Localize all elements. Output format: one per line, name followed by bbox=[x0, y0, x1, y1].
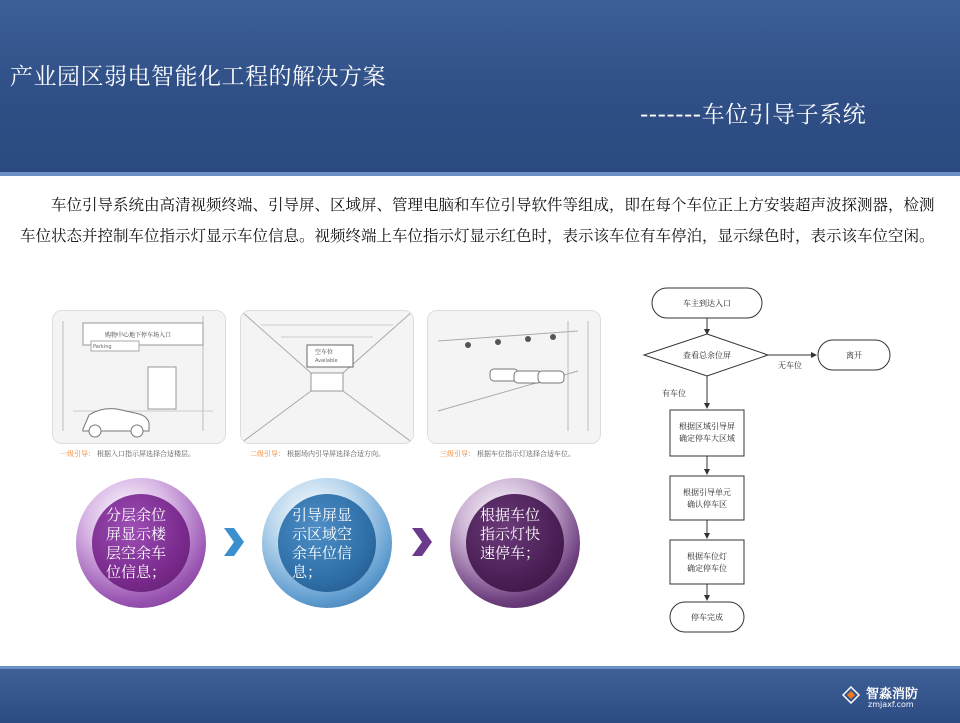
slide-subtitle: -------车位引导子系统 bbox=[640, 102, 867, 128]
intro-paragraph: 车位引导系统由高清视频终端、引导屏、区域屏、管理电脑和车位引导软件等组成，即在每个车位正上方安装超声波探测器，检测车位状态并控制车位指示灯显示车位信息。视频终端上车位指示灯显示红色时，表示该车位有车停泊，显示绿色时，表示该车位空闲。 bbox=[20, 196, 935, 245]
flow-decision-text: 查看总余位屏 bbox=[683, 351, 731, 360]
parking-flowchart bbox=[640, 284, 900, 638]
flow-step-2-line-2: 确认停车区 bbox=[687, 500, 727, 509]
flow-step-2-line-1: 根据引导单元 bbox=[683, 488, 731, 497]
slide-footer bbox=[0, 666, 960, 723]
caption-level-2 bbox=[250, 449, 385, 459]
caption-level-3-tag: 三级引导： bbox=[440, 450, 475, 458]
illustration-guide-screen bbox=[240, 310, 414, 444]
entrance-sign-text: 购物中心地下停车场入口 bbox=[105, 332, 172, 339]
step-circle-1 bbox=[76, 478, 206, 608]
flow-step-2-node bbox=[670, 476, 744, 520]
guide-sign-small: Available bbox=[315, 358, 338, 364]
flow-leave-text: 离开 bbox=[846, 351, 862, 360]
flow-no-label: 无车位 bbox=[778, 361, 802, 370]
illustration-entrance bbox=[52, 310, 226, 444]
caption-level-2-text: 根据场内引导屏选择合适方向。 bbox=[287, 450, 385, 458]
caption-level-1 bbox=[60, 449, 195, 459]
step-circle-3 bbox=[450, 478, 580, 608]
step-2-text: 引导屏显示区域空余车位信息； bbox=[278, 494, 376, 592]
flow-start-text: 车主到达入口 bbox=[683, 299, 731, 308]
caption-level-1-text: 根据入口指示屏选择合适楼层。 bbox=[97, 450, 195, 458]
caption-level-3 bbox=[440, 449, 575, 459]
slide-title: 产业园区弱电智能化工程的解决方案 bbox=[10, 64, 386, 90]
caption-level-1-tag: 一级引导： bbox=[60, 450, 95, 458]
flow-step-3-line-2: 确定停车位 bbox=[687, 564, 727, 573]
footer-logo-text: 智淼消防 bbox=[866, 687, 919, 702]
flow-end-text: 停车完成 bbox=[691, 613, 723, 622]
step-3-text: 根据车位指示灯快速停车； bbox=[466, 494, 564, 592]
flow-yes-label: 有车位 bbox=[662, 389, 686, 398]
footer-logo-url: zmjaxf.com bbox=[868, 700, 914, 709]
step-circle-2 bbox=[262, 478, 392, 608]
logo-icon bbox=[842, 686, 860, 704]
entrance-sign-small: Parking bbox=[93, 344, 112, 350]
flow-step-3-node bbox=[670, 540, 744, 584]
chevron-right-icon bbox=[222, 528, 246, 556]
chevron-right-icon bbox=[410, 528, 434, 556]
flow-step-1-line-1: 根据区域引导屏 bbox=[679, 422, 735, 431]
step-1-text: 分层余位屏显示楼层空余车位信息； bbox=[92, 494, 190, 592]
caption-level-3-text: 根据车位指示灯选择合适车位。 bbox=[477, 450, 575, 458]
slide-header bbox=[0, 0, 960, 176]
guide-sign-text: 空车位 bbox=[315, 349, 334, 356]
caption-level-2-tag: 二级引导： bbox=[250, 450, 285, 458]
flow-step-1-line-2: 确定停车大区域 bbox=[679, 434, 735, 443]
illustration-space-lights bbox=[427, 310, 601, 444]
flow-step-1-node bbox=[670, 410, 744, 456]
flow-step-3-line-1: 根据车位灯 bbox=[687, 552, 727, 561]
